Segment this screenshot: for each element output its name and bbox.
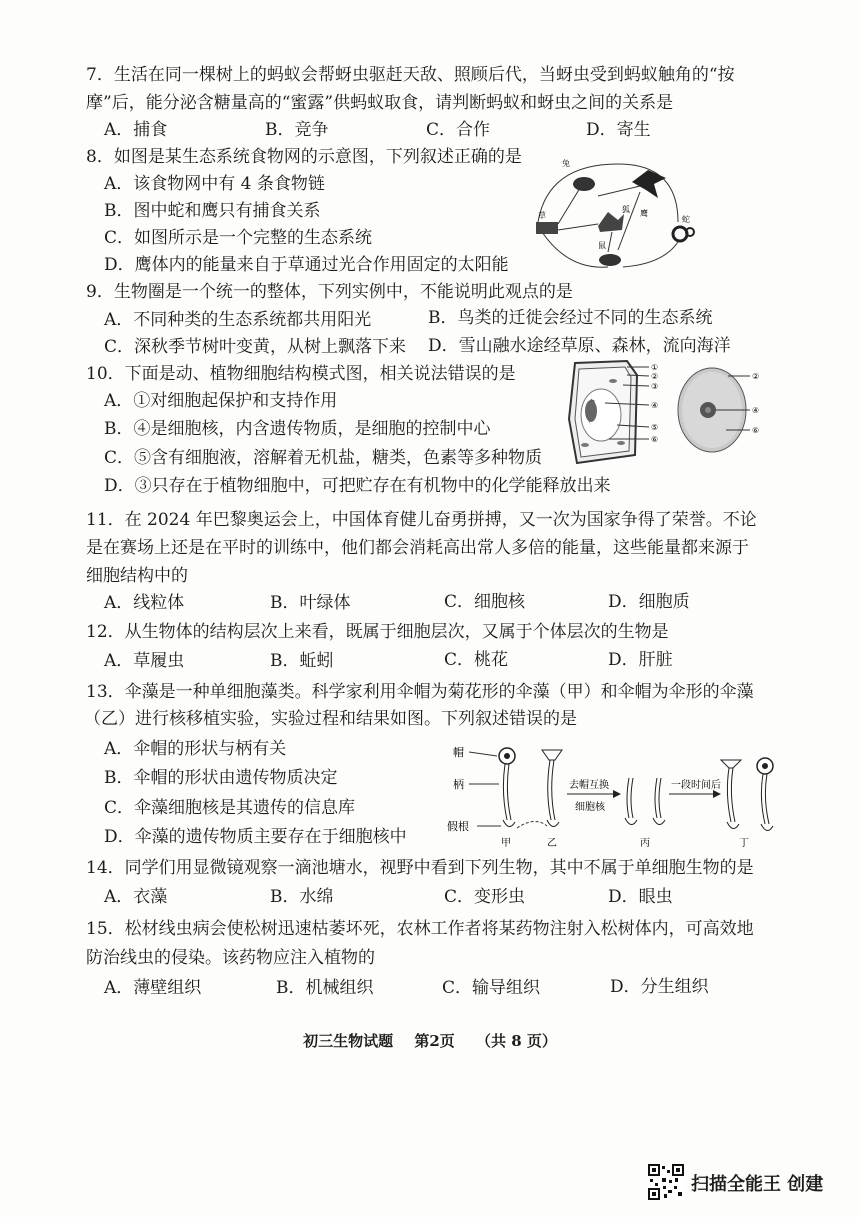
footer-total: （共 8 页） [476,1032,557,1050]
q12-stem: 12．从生物体的结构层次上来看，既属于细胞层次，又属于个体层次的生物是 [86,622,669,642]
q15-option-b: B．机械组织 [276,978,374,998]
q11-stem-line1: 11．在 2024 年巴黎奥运会上，中国体育健儿奋勇拼搏，又一次为国家争得了荣誉。不论 [86,510,757,530]
arrow1-label-bottom: 细胞核 [575,802,605,813]
q8-option-c: C．如图所示是一个完整的生态系统 [104,228,373,248]
q10-option-d: D．③只存在于植物细胞中，可把贮存在有机物中的化学能释放出来 [104,476,611,496]
rabbit-icon [573,177,595,191]
q15-option-c: C．输导组织 [442,978,541,998]
animal-label-2: ② [752,372,760,381]
label-bing: 丙 [640,838,650,849]
label-yi: 乙 [547,838,557,849]
grass-icon [536,222,558,234]
q13-option-d: D．伞藻的遗传物质主要存在于细胞核中 [104,827,407,847]
label-snake: 蛇 [682,215,690,224]
fox-icon [598,212,624,232]
footer-subject: 初三生物试题 [303,1032,394,1050]
q9-option-d: D．雪山融水途经草原、森林，流向海洋 [428,336,731,356]
q7-stem-line2: 摩”后，能分泌含糖量高的“蜜露”供蚂蚁取食，请判断蚂蚁和蚜虫之间的关系是 [86,93,674,113]
q15-option-d: D．分生组织 [610,977,709,997]
q14-option-c: C．变形虫 [444,887,526,907]
q14-option-d: D．眼虫 [608,887,673,907]
q10-option-b: B．④是细胞核，内含遗传物质，是细胞的控制中心 [104,419,491,439]
q9-stem: 9．生物圈是一个统一的整体，下列实例中，不能说明此观点的是 [86,282,573,302]
q8-stem: 8．如图是某生态系统食物网的示意图，下列叙述正确的是 [86,147,522,167]
umbrella-cap-icon [542,750,562,760]
mouse-icon [599,254,621,266]
plant-label-5: ⑤ [651,423,659,432]
label-rhizoid: 假根 [447,820,469,833]
plant-cell-figure [565,359,665,467]
scanner-watermark-text: 扫描全能王 创建 [691,1174,824,1195]
q14-option-b: B．水绵 [270,887,334,907]
q7-stem-line1: 7．生活在同一棵树上的蚂蚁会帮蚜虫驱赶天敌、照顾后代，当蚜虫受到蚂蚁触角的“按 [86,65,735,85]
acetabularia-figure [447,742,790,852]
label-grass: 草 [538,211,546,220]
q7-option-a: A．捕食 [104,120,168,140]
q8-option-b: B．图中蛇和鹰只有捕食关系 [104,201,321,221]
q13-option-c: C．伞藻细胞核是其遗传的信息库 [104,798,356,818]
plant-label-2: ② [651,372,659,381]
plant-label-4: ④ [651,401,659,410]
q8-option-d: D．鹰体内的能量来自于草通过光合作用固定的太阳能 [104,255,509,275]
q14-option-a: A．衣藻 [104,887,168,907]
q9-option-a: A．不同种类的生态系统都共用阳光 [104,310,372,330]
label-jia: 甲 [501,838,511,849]
animal-label-6: ⑥ [752,426,760,435]
q12-option-d: D．肝脏 [608,650,673,670]
q12-option-c: C．桃花 [444,650,509,670]
scanner-watermark [648,1164,848,1204]
q11-stem-line3: 细胞结构中的 [86,566,188,586]
q10-stem: 10．下面是动、植物细胞结构模式图，相关说法错误的是 [86,364,516,384]
page-footer [0,1030,860,1051]
label-mouse: 鼠 [598,241,606,250]
q8-option-a: A．该食物网中有 4 条食物链 [104,174,325,194]
q10-option-a: A．①对细胞起保护和支持作用 [104,391,338,411]
q7-option-d: D．寄生 [586,120,651,140]
q13-stem-line2: （乙）进行核移植实验，实验过程和结果如图。下列叙述错误的是 [84,709,577,729]
snake-icon [673,227,687,241]
plant-label-3: ③ [651,382,659,391]
label-stalk: 柄 [453,778,464,791]
plant-label-6: ⑥ [651,435,659,444]
label-fox: 狐 [622,205,630,214]
arrow2-label-top: 一段时间后 [671,780,721,791]
label-cap: 帽 [453,746,464,759]
q13-stem-line1: 13．伞藻是一种单细胞藻类。科学家利用伞帽为菊花形的伞藻（甲）和伞帽为伞形的伞藻 [86,682,754,702]
label-rabbit: 兔 [562,159,570,168]
q13-option-a: A．伞帽的形状与柄有关 [104,739,287,759]
q13-option-b: B．伞帽的形状由遗传物质决定 [104,768,338,788]
q7-option-b: B．竞争 [265,120,329,140]
q14-stem: 14．同学们用显微镜观察一滴池塘水，视野中看到下列生物，其中不属于单细胞生物的是 [86,858,754,878]
food-web-figure [528,152,696,272]
q15-stem-line1: 15．松材线虫病会使松树迅速枯萎坏死，农林工作者将某药物注射入松树体内，可高效地 [86,919,754,939]
arrow1-label-top: 去帽互换 [569,780,609,791]
plant-label-1: ① [651,363,659,372]
q9-option-b: B．鸟类的迁徙会经过不同的生态系统 [428,308,713,328]
q11-option-a: A．线粒体 [104,593,185,613]
q10-option-c: C．⑤含有细胞液，溶解着无机盐，糖类，色素等多种物质 [104,448,543,468]
q15-stem-line2: 防治线虫的侵染。该药物应注入植物的 [86,948,375,968]
label-ding: 丁 [739,838,749,849]
footer-page: 第2页 [414,1032,455,1050]
eagle-icon [632,170,666,198]
q12-option-a: A．草履虫 [104,651,185,671]
q15-option-a: A．薄壁组织 [104,978,202,998]
q12-option-b: B．蚯蚓 [270,651,334,671]
animal-label-4: ④ [752,406,760,415]
q11-option-d: D．细胞质 [608,592,690,612]
q11-option-c: C．细胞核 [444,592,526,612]
qr-code-icon [648,1164,684,1200]
q7-option-c: C．合作 [426,120,491,140]
q11-stem-line2: 是在赛场上还是在平时的训练中，他们都会消耗高出常人多倍的能量，这些能量都来源于 [86,538,749,558]
q9-option-c: C．深秋季节树叶变黄，从树上飘落下来 [104,337,407,357]
label-eagle: 鹰 [640,209,648,218]
q11-option-b: B．叶绿体 [270,593,351,613]
animal-cell-figure [676,364,776,456]
